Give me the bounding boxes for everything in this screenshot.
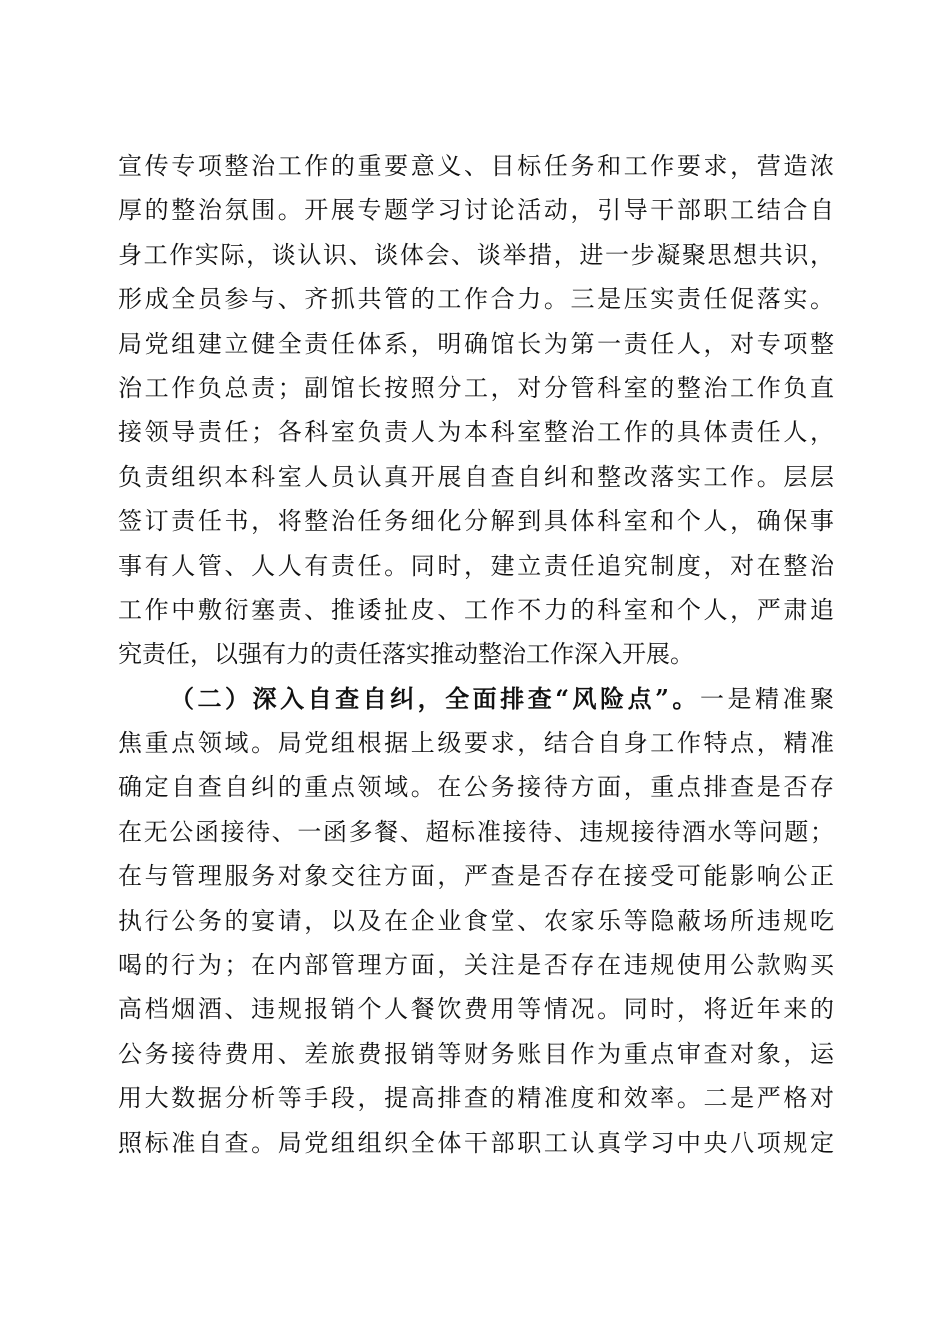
text-line: 究责任，以强有力的责任落实推动整治工作深入开展。 bbox=[118, 640, 694, 669]
text-line: 用大数据分析等手段，提高排查的精准度和效率。二是严格对 bbox=[118, 1084, 834, 1113]
text-line: 局党组建立健全责任体系，明确馆长为第一责任人，对专项整 bbox=[118, 329, 834, 358]
text-line: 宣传专项整治工作的重要意义、目标任务和工作要求，营造浓 bbox=[118, 152, 834, 180]
text-line: 高档烟酒、违规报销个人餐饮费用等情况。同时，将近年来的 bbox=[118, 995, 834, 1024]
text-line: 形成全员参与、齐抓共管的工作合力。三是压实责任促落实。 bbox=[118, 285, 834, 314]
text-line: 厚的整治氛围。开展专题学习讨论活动，引导干部职工结合自 bbox=[118, 196, 834, 225]
text-line: 接领导责任；各科室负责人为本科室整治工作的具体责任人， bbox=[118, 418, 834, 447]
text-line: 在与管理服务对象交往方面，严查是否存在接受可能影响公正 bbox=[118, 862, 834, 891]
text-line: 焦重点领域。局党组根据上级要求，结合自身工作特点，精准 bbox=[118, 729, 834, 758]
text-line: 治工作负总责；副馆长按照分工，对分管科室的整治工作负直 bbox=[118, 373, 834, 402]
text-line: 身工作实际，谈认识、谈体会、谈举措，进一步凝聚思想共识， bbox=[118, 240, 834, 269]
section-heading: （二）深入自查自纠，全面排查“风险点”。 bbox=[170, 683, 700, 713]
text-line: 在无公函接待、一函多餐、超标准接待、违规接待酒水等问题； bbox=[118, 817, 834, 846]
text-line: 公务接待费用、差旅费报销等财务账目作为重点审查对象，运 bbox=[118, 1039, 834, 1068]
text-line: 确定自查自纠的重点领域。在公务接待方面，重点排查是否存 bbox=[118, 773, 834, 802]
text-line: 签订责任书，将整治任务细化分解到具体科室和个人，确保事 bbox=[118, 507, 834, 536]
text-line: 喝的行为；在内部管理方面，关注是否存在违规使用公款购买 bbox=[118, 951, 834, 980]
body-text bbox=[118, 144, 834, 1165]
text-line: 负责组织本科室人员认真开展自查自纠和整改落实工作。层层 bbox=[118, 462, 834, 491]
section-heading-line bbox=[118, 677, 834, 721]
text-line: 照标准自查。局党组组织全体干部职工认真学习中央八项规定 bbox=[118, 1128, 834, 1157]
heading-line-rest: 一是精准聚 bbox=[699, 684, 834, 713]
text-line: 事有人管、人人有责任。同时，建立责任追究制度，对在整治 bbox=[118, 551, 834, 580]
text-line: 工作中敷衍塞责、推诿扯皮、工作不力的科室和个人，严肃追 bbox=[118, 595, 834, 624]
text-line: 执行公务的宴请，以及在企业食堂、农家乐等隐蔽场所违规吃 bbox=[118, 906, 834, 935]
